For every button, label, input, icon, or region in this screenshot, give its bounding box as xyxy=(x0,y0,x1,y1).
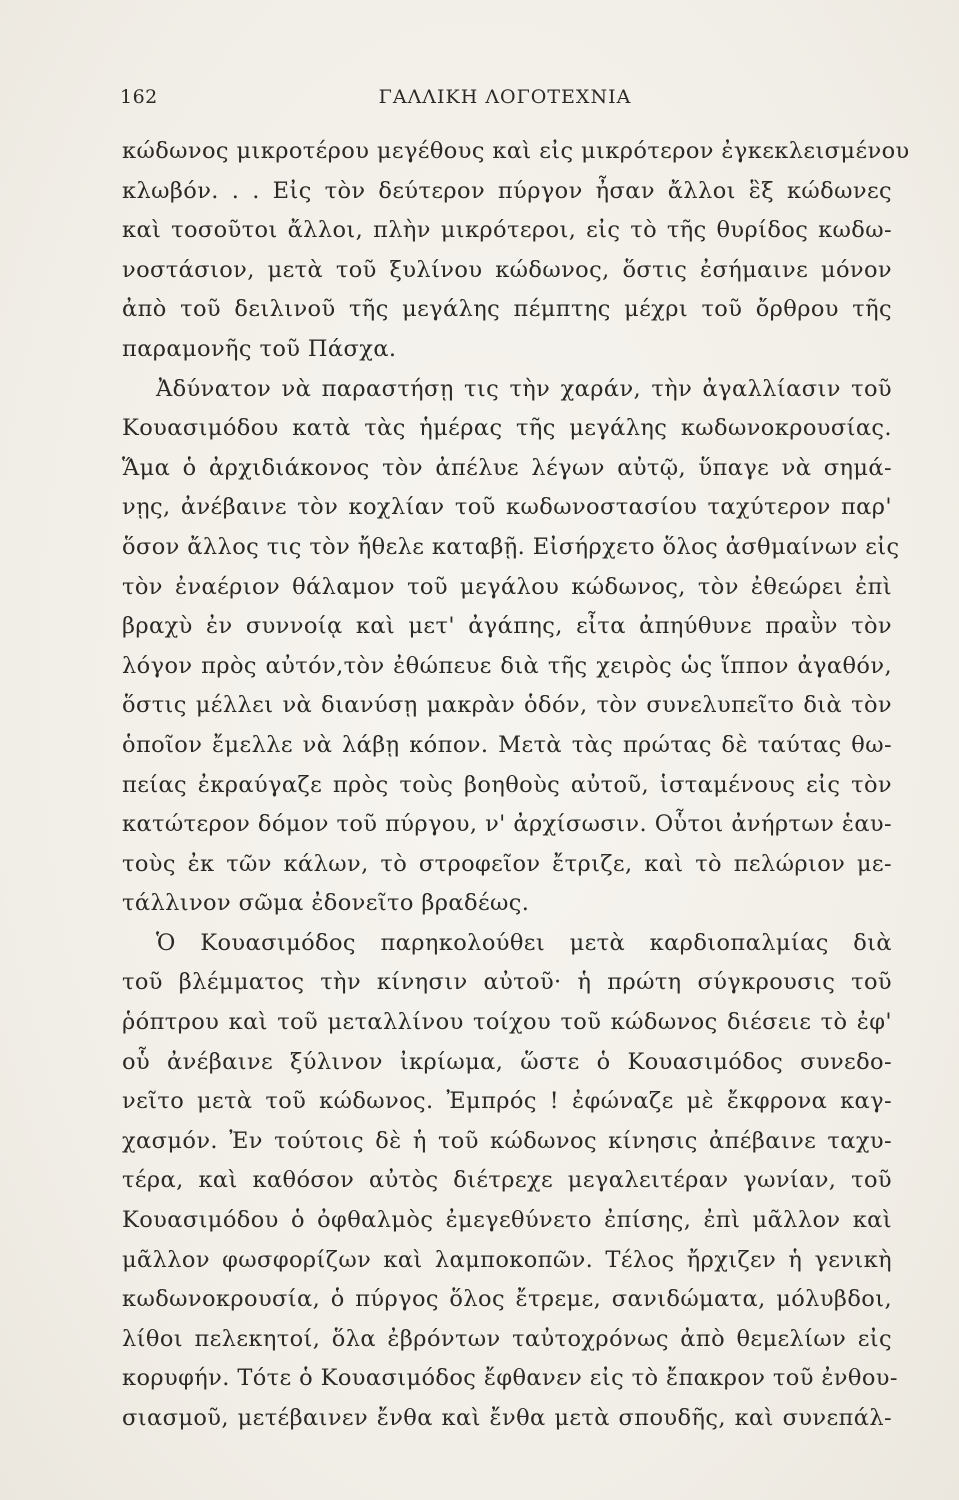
text-line: ὅσον ἄλλος τις τὸν ἤθελε καταβῇ. Εἰσήρχετο ὅλος ἀσθμαίνων εἰς xyxy=(122,533,900,560)
text-line: τέρα, καὶ καθόσον αὐτὸς διέτρεχε μεγαλειτέραν γωνίαν, τοῦ xyxy=(122,1167,892,1194)
text-line: νεῖτο μετὰ τοῦ κώδωνος. Ἐμπρός ! ἐφώναζε μὲ ἔκφρονα καγ- xyxy=(122,1088,892,1115)
text-line: βραχὺ ἐν συννοίᾳ καὶ μετ' ἀγάπης, εἶτα ἀπηύθυνε πραῢν τὸν xyxy=(122,613,892,640)
text-line: κλωβόν. . . Εἰς τὸν δεύτερον πύργον ἦσαν ἄλλοι ἓξ κώδωνες xyxy=(122,177,892,204)
text-line: μᾶλλον φωσφορίζων καὶ λαμποκοπῶν. Τέλος ἤρχιζεν ἡ γενικὴ xyxy=(122,1246,892,1273)
text-line: κωδωνοκρουσία, ὁ πύργος ὅλος ἔτρεμε, σανιδώματα, μόλυβδοι, xyxy=(122,1286,892,1313)
text-line: παραμονῆς τοῦ Πάσχα. xyxy=(122,335,397,362)
text-line: ὁποῖον ἔμελλε νὰ λάβῃ κόπον. Μετὰ τὰς πρώτας δὲ ταύτας θω- xyxy=(122,731,892,758)
text-line: κορυφήν. Τότε ὁ Κουασιμόδος ἔφθανεν εἰς τὸ ἔπακρον τοῦ ἐνθου- xyxy=(122,1365,898,1392)
text-line: Ἅμα ὁ ἀρχιδιάκονος τὸν ἀπέλυε λέγων αὐτῷ, ὕπαγε νὰ σημά- xyxy=(122,454,892,481)
text-line: νῃς, ἀνέβαινε τὸν κοχλίαν τοῦ κωδωνοστασίου ταχύτερον παρ' xyxy=(122,494,892,521)
text-line: τάλλινον σῶμα ἐδονεῖτο βραδέως. xyxy=(122,890,530,917)
text-line: Κουασιμόδου ὁ ὀφθαλμὸς ἐμεγεθύνετο ἐπίσης, ἐπὶ μᾶλλον καὶ xyxy=(122,1207,892,1234)
text-line: οὗ ἀνέβαινε ξύλινον ἰκρίωμα, ὥστε ὁ Κουασιμόδος συνεδο- xyxy=(122,1048,892,1075)
text-line: καὶ τοσοῦτοι ἄλλοι, πλὴν μικρότεροι, εἰς τὸ τῆς θυρίδος κωδω- xyxy=(122,217,892,244)
text-line: τοὺς ἐκ τῶν κάλων, τὸ στροφεῖον ἔτριζε, καὶ τὸ πελώριον με- xyxy=(122,850,892,877)
text-line: Ὁ Κουασιμόδος παρηκολούθει μετὰ καρδιοπαλμίας διὰ xyxy=(156,929,892,956)
text-line: κατώτερον δόμον τοῦ πύργου, ν' ἀρχίσωσιν. Οὗτοι ἀνήρτων ἑαυ- xyxy=(122,811,892,838)
text-line: σιασμοῦ, μετέβαινεν ἔνθα καὶ ἔνθα μετὰ σπουδῆς, καὶ συνεπάλ- xyxy=(122,1405,892,1431)
text-line: τοῦ βλέμματος τὴν κίνησιν αὐτοῦ· ἡ πρώτη σύγκρουσις τοῦ xyxy=(122,969,892,996)
text-line: Κουασιμόδου κατὰ τὰς ἡμέρας τῆς μεγάλης κωδωνοκρουσίας. xyxy=(122,415,892,442)
page-number: 162 xyxy=(120,86,158,108)
text-line: ὅστις μέλλει νὰ διανύσῃ μακρὰν ὁδόν, τὸν συνελυπεῖτο διὰ τὸν xyxy=(122,692,892,719)
running-title: ΓΑΛΛΙΚΗ ΛΟΓΟΤΕΧΝΙΑ xyxy=(378,86,632,108)
text-line: λίθοι πελεκητοί, ὅλα ἐβρόντων ταὐτοχρόνως ἀπὸ θεμελίων εἰς xyxy=(122,1325,892,1352)
text-line: νοστάσιον, μετὰ τοῦ ξυλίνου κώδωνος, ὅστις ἐσήμαινε μόνον xyxy=(122,256,892,283)
text-line: τὸν ἐναέριον θάλαμον τοῦ μεγάλου κώδωνος, τὸν ἐθεώρει ἐπὶ xyxy=(122,573,892,600)
text-line: Ἀδύνατον νὰ παραστήσῃ τις τὴν χαράν, τὴν ἀγαλλίασιν τοῦ xyxy=(156,375,892,402)
body-text xyxy=(122,132,910,1439)
text-line: χασμόν. Ἐν τούτοις δὲ ἡ τοῦ κώδωνος κίνησις ἀπέβαινε ταχυ- xyxy=(122,1127,892,1154)
running-head xyxy=(120,86,890,116)
text-line: πείας ἐκραύγαζε πρὸς τοὺς βοηθοὺς αὐτοῦ, ἱσταμένους εἰς τὸν xyxy=(122,771,892,798)
text-line: κώδωνος μικροτέρου μεγέθους καὶ εἰς μικρότερον ἐγκεκλεισμένου xyxy=(122,138,910,164)
text-line: λόγον πρὸς αὐτόν,τὸν ἐθώπευε διὰ τῆς χειρὸς ὡς ἵππον ἀγαθόν, xyxy=(122,652,892,679)
text-line: ἀπὸ τοῦ δειλινοῦ τῆς μεγάλης πέμπτης μέχρι τοῦ ὄρθρου τῆς xyxy=(122,296,892,323)
text-line: ῥόπτρου καὶ τοῦ μεταλλίνου τοίχου τοῦ κώδωνος διέσειε τὸ ἐφ' xyxy=(122,1009,892,1036)
